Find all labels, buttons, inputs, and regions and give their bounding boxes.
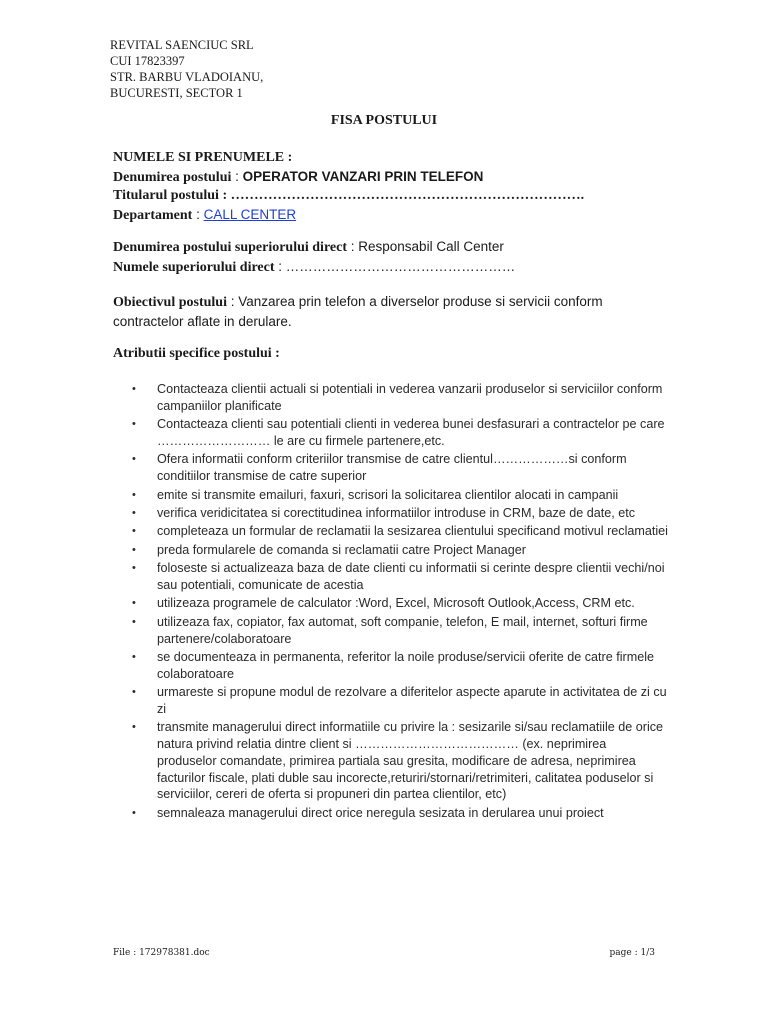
duty-text: Ofera informatii conform criteriilor transmise de catre clientul………………si conform conditiilor transmise de catre superior bbox=[157, 452, 627, 484]
department-field bbox=[113, 206, 584, 226]
post-value: OPERATOR VANZARI PRIN TELEFON bbox=[242, 168, 484, 184]
bullet-icon: • bbox=[132, 543, 136, 556]
list-item bbox=[113, 560, 668, 594]
supervisor-name-value: : …………………………………………… bbox=[274, 258, 516, 274]
post-label: Denumirea postului bbox=[113, 169, 232, 185]
document-title: FISA POSTULUI bbox=[330, 113, 438, 128]
attributions-heading: Atributii specifice postului : bbox=[113, 346, 280, 361]
list-item bbox=[113, 416, 668, 450]
bullet-icon: • bbox=[132, 488, 136, 501]
post-separator: : bbox=[231, 168, 243, 184]
duty-text: semnaleaza managerului direct orice neregula sesizata in derularea unui proiect bbox=[157, 805, 604, 820]
name-field: NUMELE SI PRENUMELE : bbox=[113, 150, 293, 165]
duty-text: se documenteaza in permanenta, referitor la noile produse/servicii oferite de catre firmele colaboratoare bbox=[157, 649, 655, 681]
bullet-icon: • bbox=[132, 650, 136, 663]
bullet-icon: • bbox=[132, 615, 136, 628]
job-fields bbox=[113, 149, 584, 225]
list-item bbox=[113, 542, 668, 559]
company-header bbox=[110, 37, 263, 101]
company-cui: CUI 17823397 bbox=[110, 54, 185, 68]
duty-text: completeaza un formular de reclamatii la sesizarea clientului specificand motivul reclamatiei bbox=[157, 524, 668, 539]
list-item bbox=[113, 523, 668, 540]
duty-text: preda formularele de comanda si reclamatii catre Project Manager bbox=[157, 542, 526, 557]
duty-text: utilizeaza programele de calculator :Word, Excel, Microsoft Outlook,Access, CRM etc. bbox=[157, 596, 635, 611]
supervisor-post-value: : Responsabil Call Center bbox=[347, 239, 504, 254]
department-separator: : bbox=[192, 206, 204, 222]
duty-text: foloseste si actualizeaza baza de date clienti cu informatii si cerinte despre clientii vechi/noi sau potentiali, comunicate de acestia bbox=[157, 561, 665, 592]
objective-text: : Vanzarea prin telefon a diverselor produse si servicii conform contractelor aflate in derulare. bbox=[113, 294, 603, 329]
company-name: REVITAL SAENCIUC SRL bbox=[110, 38, 254, 52]
bullet-icon: • bbox=[132, 453, 136, 466]
bullet-icon: • bbox=[132, 525, 136, 538]
bullet-icon: • bbox=[132, 806, 136, 819]
objective-paragraph bbox=[113, 292, 673, 332]
post-field bbox=[113, 168, 584, 188]
list-item bbox=[113, 805, 668, 822]
list-item bbox=[113, 684, 668, 718]
duty-text: utilizeaza fax, copiator, fax automat, soft companie, telefon, E mail, internet, softuri firme partenere/colaboratoare bbox=[157, 614, 648, 646]
duty-text: Contacteaza clientii actuali si potentiali in vederea vanzarii produselor si serviciilor conform campaniilor planificate bbox=[157, 382, 663, 413]
supervisor-post-field bbox=[113, 238, 515, 258]
list-item bbox=[113, 719, 668, 803]
list-item bbox=[113, 595, 668, 612]
supervisor-post-label: Denumirea postului superiorului direct bbox=[113, 240, 348, 255]
duty-text: Contacteaza clienti sau potentiali clienti in vederea bunei desfasurari a contractelor pe care ……………………… le are cu firmele partenere,etc. bbox=[157, 417, 665, 448]
duty-text: transmite managerului direct informatiile cu privire la : sesizarile si/sau reclamatiile de orice natura privind relatia dintre client si ………………………………… (ex. neprimirea produselor comandate, primirea partiala sau gresita, modificare de adresa, neprimirea facturilor fiscale, plati duble sau incorecte,returiri/stornari/retrimiteri, calitatea poduselor si serviciilor, cereri de oferta si propuneri din partea clientilor, etc) bbox=[157, 720, 664, 802]
list-item bbox=[113, 505, 668, 522]
supervisor-name-field bbox=[113, 258, 515, 278]
footer-page: page : 1/3 bbox=[609, 948, 655, 958]
company-street: STR. BARBU VLADOIANU, bbox=[110, 70, 264, 84]
objective-label: Obiectivul postului bbox=[113, 295, 227, 310]
bullet-icon: • bbox=[132, 383, 136, 395]
duty-text: emite si transmite emailuri, faxuri, scrisori la solicitarea clientilor alocati in campanii bbox=[157, 487, 619, 502]
list-item bbox=[113, 614, 668, 648]
bullet-icon: • bbox=[132, 418, 136, 431]
duties-list bbox=[113, 381, 668, 823]
list-item bbox=[113, 649, 668, 683]
supervisor-name-label: Numele superiorului direct bbox=[113, 259, 275, 275]
company-city: BUCURESTI, SECTOR 1 bbox=[110, 86, 243, 100]
bullet-icon: • bbox=[132, 721, 136, 734]
duty-text: verifica veridicitatea si corectitudinea informatiilor introduse in CRM, baze de date, etc bbox=[157, 505, 636, 520]
duty-text: urmareste si propune modul de rezolvare a diferitelor aspecte aparute in activitatea de zi cu zi bbox=[157, 685, 667, 716]
bullet-icon: • bbox=[132, 597, 136, 610]
list-item bbox=[113, 487, 668, 504]
bullet-icon: • bbox=[132, 686, 136, 699]
department-link[interactable]: CALL CENTER bbox=[203, 206, 297, 222]
supervisor-fields bbox=[113, 238, 515, 277]
footer-file: File : 172978381.doc bbox=[113, 948, 210, 958]
department-label: Departament bbox=[113, 207, 193, 223]
list-item bbox=[113, 381, 668, 415]
bullet-icon: • bbox=[132, 506, 136, 519]
bullet-icon: • bbox=[132, 562, 136, 575]
holder-field: Titularul postului : …………………………………………………………………. bbox=[113, 188, 585, 203]
list-item bbox=[113, 451, 668, 485]
